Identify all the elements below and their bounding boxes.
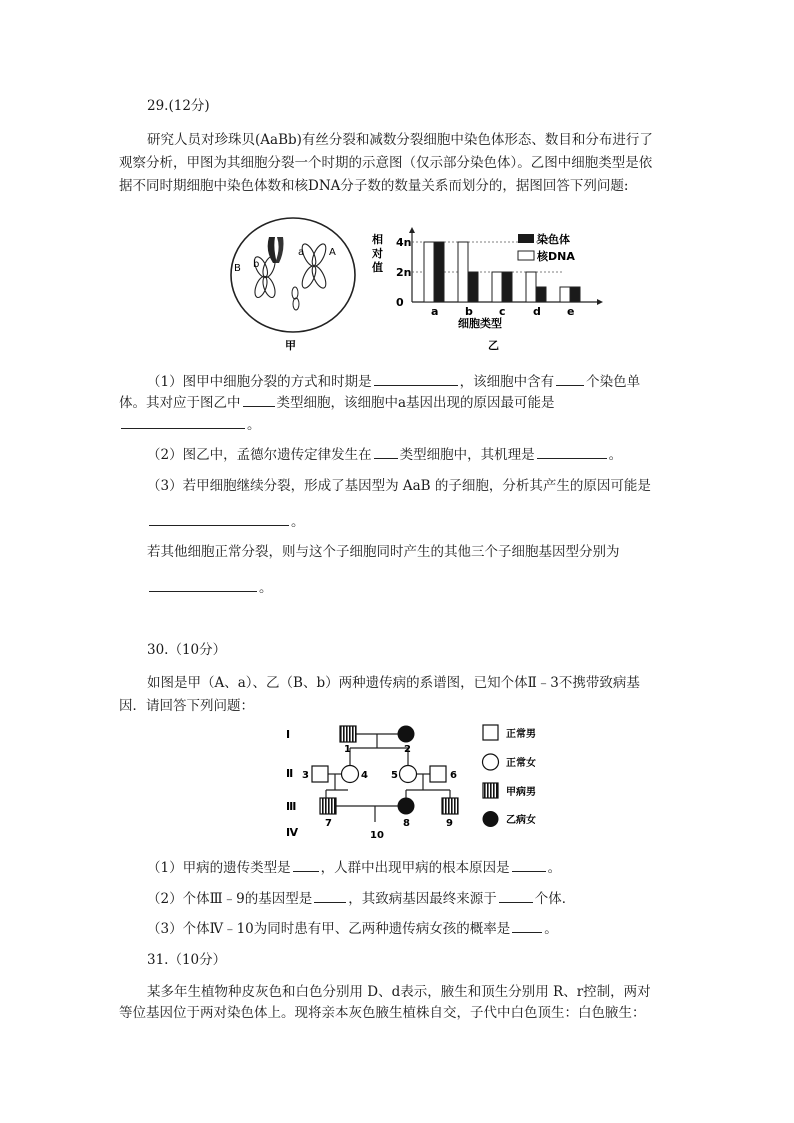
label-B: B xyxy=(234,263,241,274)
answer-blank-8[interactable] xyxy=(149,577,257,592)
q30-sub1 xyxy=(147,857,561,877)
generation-III: Ⅲ xyxy=(286,800,297,813)
bar-chromosome-e xyxy=(570,287,580,302)
y-axis-title-char-1: 相 xyxy=(372,233,383,246)
id-2: 2 xyxy=(404,744,411,755)
y-tick-label-1: 2n xyxy=(396,266,412,279)
individual-2-affected-female xyxy=(398,726,415,743)
answer-blank-5[interactable] xyxy=(374,444,398,459)
answer-blank-13[interactable] xyxy=(512,918,542,933)
answer-blank-12[interactable] xyxy=(499,888,533,903)
x-tick-label-d: d xyxy=(533,305,541,318)
figure-jia-cell xyxy=(225,215,365,355)
bar-chromosome-d xyxy=(536,287,546,302)
y-axis-title-char-3: 值 xyxy=(372,261,383,274)
q29-header: 29.(12分) xyxy=(147,98,210,114)
q30-sub3 xyxy=(147,918,558,938)
legend-dna-label: 核DNA xyxy=(537,250,575,263)
q30-sub3-text-a: （3）个体Ⅳ﹣10为同时患有甲、乙两种遗传病女孩的概率是 xyxy=(147,921,511,937)
id-3: 3 xyxy=(302,770,309,781)
q29-sub4: 若其他细胞正常分裂，则与这个子细胞同时产生的其他三个子细胞基因型分别为 xyxy=(147,544,620,560)
legend-disease-jia-male-swatch xyxy=(483,783,498,798)
q29-sub3-answer xyxy=(147,511,305,531)
individual-6-normal-male xyxy=(430,766,446,782)
answer-blank-10[interactable] xyxy=(512,857,546,872)
q30-intro-line-1: 如图是甲（A、a）、乙（B、b）两种遗传病的系谱图，已知个体Ⅱ﹣3不携带致病基 xyxy=(147,675,640,691)
y-axis-title-char-2: 对 xyxy=(372,247,383,260)
individual-4-normal-female xyxy=(342,766,359,783)
legend-normal-male-swatch xyxy=(483,725,498,740)
q30-sub1-text-b: ，人群中出现甲病的根本原因是 xyxy=(320,860,510,876)
q29-intro-line-1: 研究人员对珍珠贝(AaBb)有丝分裂和减数分裂细胞中染色体形态、数目和分布进行了 xyxy=(147,132,653,148)
q31-header: 31.（10分） xyxy=(147,952,227,968)
generation-II: Ⅱ xyxy=(286,767,294,780)
q29-sub3-end: 。 xyxy=(291,514,305,530)
generation-I: Ⅰ xyxy=(286,728,291,741)
individual-1-affected-male xyxy=(340,726,356,742)
y-tick-label-0: 0 xyxy=(396,296,404,309)
legend-disease-yi-female: 乙病女 xyxy=(506,815,536,826)
q29-sub1-line1 xyxy=(147,371,640,391)
answer-blank-11[interactable] xyxy=(314,888,346,903)
q30-sub2-text-a: （2）个体Ⅲ﹣9的基因型是 xyxy=(147,891,313,907)
x-tick-label-a: a xyxy=(431,305,439,318)
x-tick-label-c: c xyxy=(499,305,506,318)
answer-blank-7[interactable] xyxy=(149,511,289,526)
id-6: 6 xyxy=(450,770,457,781)
legend-disease-jia-male: 甲病男 xyxy=(506,787,536,798)
q30-sub1-end: 。 xyxy=(547,860,562,876)
id-9: 9 xyxy=(446,818,453,829)
label-a: a xyxy=(298,247,305,258)
q29-sub2-text-a: （2）图乙中，孟德尔遗传定律发生在 xyxy=(147,447,372,463)
x-axis-arrow xyxy=(597,299,603,305)
bar-chromosome-a xyxy=(434,242,444,302)
figure-yi-chart xyxy=(370,215,610,355)
individual-7-affected-male xyxy=(320,798,336,814)
legend-dna-swatch xyxy=(518,251,534,260)
id-1: 1 xyxy=(344,744,351,755)
pedigree-figure xyxy=(280,718,560,842)
q29-sub2 xyxy=(147,444,622,464)
individual-8-affected-female xyxy=(398,798,415,815)
q29-sub1-text-d: 体。其对应于图乙中 xyxy=(119,395,241,411)
x-tick-label-b: b xyxy=(465,305,473,318)
label-A: A xyxy=(329,247,336,258)
q29-sub1-text-c: 个染色单 xyxy=(586,374,641,390)
legend-normal-female: 正常女 xyxy=(506,758,536,769)
legend-normal-female-swatch xyxy=(483,754,499,770)
id-5: 5 xyxy=(391,770,398,781)
q29-intro-line-2: 观察分析，甲图为其细胞分裂一个时期的示意图（仅示部分染色体）。乙图中细胞类型是依 xyxy=(119,155,653,171)
q29-sub3: （3）若甲细胞继续分裂，形成了基因型为 AaB 的子细胞，分析其产生的原因可能是 xyxy=(147,478,651,494)
q30-sub2-text-c: 个体． xyxy=(534,891,576,907)
q29-sub1-text-e: 类型细胞，该细胞中a基因出现的原因最可能是 xyxy=(276,395,555,411)
q29-sub1-end: 。 xyxy=(247,417,261,433)
individual-9-affected-male xyxy=(442,798,458,814)
id-7: 7 xyxy=(325,818,332,829)
bar-dna-c xyxy=(492,272,502,302)
figure-yi-caption: 乙 xyxy=(488,339,499,352)
q29-sub4-answer xyxy=(147,577,273,597)
answer-blank-1[interactable] xyxy=(374,371,458,386)
q29-sub4-end: 。 xyxy=(259,580,273,596)
bar-dna-e xyxy=(560,287,570,302)
q30-sub2 xyxy=(147,888,575,908)
generation-IV: Ⅳ xyxy=(286,826,299,839)
q30-sub1-text-a: （1）甲病的遗传类型是 xyxy=(147,860,291,876)
legend-chromosome-swatch xyxy=(518,234,534,243)
individual-5-normal-female xyxy=(400,766,417,783)
q29-sub1-line2 xyxy=(119,392,555,412)
legend-disease-yi-female-swatch xyxy=(483,811,499,827)
answer-blank-2[interactable] xyxy=(556,371,584,386)
figure-jia-caption: 甲 xyxy=(285,339,296,352)
q30-sub2-text-b: ，其致病基因最终来源于 xyxy=(348,891,497,907)
id-8: 8 xyxy=(403,818,410,829)
legend-chromosome-label: 染色体 xyxy=(537,233,570,246)
q31-intro-line-1: 某多年生植物种皮灰色和白色分别用 D、d表示，腋生和顶生分别用 R、r控制，两对 xyxy=(147,984,651,1000)
answer-blank-6[interactable] xyxy=(537,444,607,459)
q29-sub2-text-b: 类型细胞中，其机理是 xyxy=(399,447,535,463)
y-tick-label-2: 4n xyxy=(396,236,412,249)
q30-sub3-end: 。 xyxy=(544,921,558,937)
q30-intro-line-2: 因．请回答下列问题： xyxy=(119,698,254,714)
q29-intro-line-3: 据不同时期细胞中染色体数和核DNA分子数的数量关系而划分的，据图回答下列问题: xyxy=(119,178,629,194)
label-b: b xyxy=(253,259,260,270)
x-axis-title: 细胞类型 xyxy=(458,317,502,330)
y-axis-arrow xyxy=(409,227,415,233)
bar-dna-d xyxy=(526,272,536,302)
q31-intro-line-2: 等位基因位于两对染色体上。现将亲本灰色腋生植株自交，子代中白色顶生：白色腋生： xyxy=(119,1005,646,1021)
x-tick-label-e: e xyxy=(567,305,575,318)
individual-3-normal-male xyxy=(312,766,328,782)
bar-chromosome-b xyxy=(468,272,478,302)
q30-header: 30.（10分） xyxy=(147,642,227,658)
bar-dna-a xyxy=(424,242,434,302)
id-4: 4 xyxy=(361,770,368,781)
bar-dna-b xyxy=(458,242,468,302)
q29-sub1-line3 xyxy=(119,414,261,434)
q29-sub1-text-b: ，该细胞中含有 xyxy=(459,374,555,390)
answer-blank-3[interactable] xyxy=(243,392,275,407)
legend-normal-male: 正常男 xyxy=(506,729,536,740)
bar-chromosome-c xyxy=(502,272,512,302)
q29-sub1-text-a: （1）图甲中细胞分裂的方式和时期是 xyxy=(147,374,372,390)
id-10: 10 xyxy=(370,830,384,841)
q29-sub2-end: 。 xyxy=(608,447,623,463)
answer-blank-4[interactable] xyxy=(121,414,245,429)
answer-blank-9[interactable] xyxy=(293,857,319,872)
